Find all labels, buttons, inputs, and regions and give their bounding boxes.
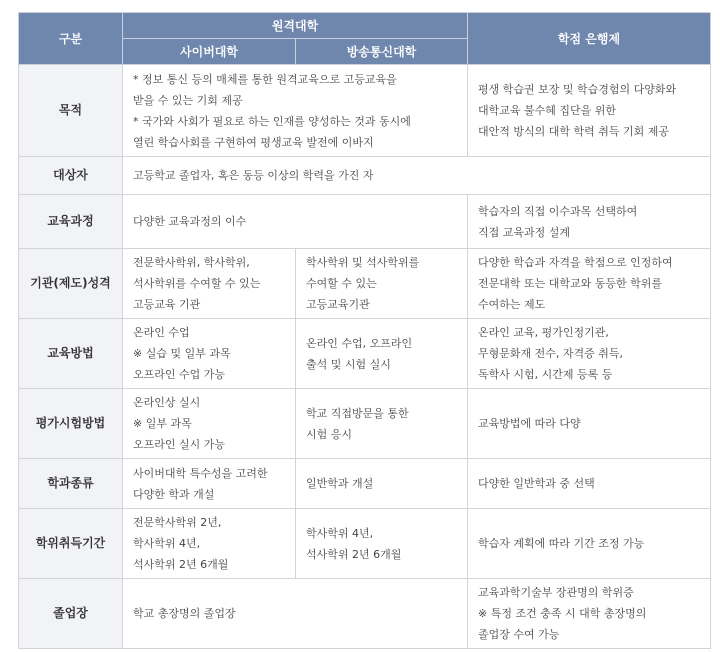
evaluation-credit-cell: 교육방법에 따라 다양 — [468, 389, 711, 459]
method-broadcast-cell — [296, 319, 468, 389]
method-cyber-line: ※ 실습 및 일부 과목 — [133, 347, 231, 360]
evaluation-cyber-line: 오프라인 실시 가능 — [133, 438, 226, 451]
institution-cyber-line: 고등교육 기관 — [133, 298, 201, 311]
header-remote-university: 원격대학 — [123, 13, 468, 39]
diploma-credit-line: 졸업장 수여 가능 — [478, 628, 560, 641]
curriculum-remote-cell: 다양한 교육과정의 이수 — [123, 195, 468, 249]
row-purpose — [19, 65, 711, 157]
target-cell: 고등학교 졸업자, 혹은 동등 이상의 학력을 가진 자 — [123, 157, 711, 195]
method-broadcast-line: 온라인 수업, 오프라인 — [306, 336, 413, 350]
diploma-credit-cell — [468, 579, 711, 649]
method-credit-line: 독학사 시험, 시간제 등록 등 — [478, 368, 613, 381]
row-label-degree-period: 학위취득기간 — [19, 509, 123, 579]
institution-broadcast-cell — [296, 249, 468, 319]
departments-cyber-line: 사이버대학 특수성을 고려한 — [133, 466, 268, 480]
method-credit-line: 온라인 교육, 평가인정기관, — [478, 326, 609, 339]
purpose-remote-cell — [123, 65, 468, 157]
header-category: 구분 — [19, 13, 123, 65]
row-method — [19, 319, 711, 389]
departments-cyber-cell — [123, 459, 296, 509]
diploma-remote-cell: 학교 총장명의 졸업장 — [123, 579, 468, 649]
header-row-1 — [19, 13, 711, 39]
evaluation-cyber-line: ※ 일부 과목 — [133, 417, 192, 430]
purpose-credit-line: 대학교육 불수혜 집단을 위한 — [478, 104, 617, 117]
purpose-remote-line: * 정보 통신 등의 매체를 통한 원격교육으로 고등교육을 — [133, 72, 397, 86]
departments-broadcast-cell: 일반학과 개설 — [296, 459, 468, 509]
institution-credit-cell — [468, 249, 711, 319]
curriculum-credit-cell — [468, 195, 711, 249]
degree-period-cyber-line: 석사학위 2년 6개월 — [133, 558, 229, 571]
row-label-target: 대상자 — [19, 157, 123, 195]
row-target — [19, 157, 711, 195]
diploma-credit-line: ※ 특정 조건 충족 시 대학 총장명의 — [478, 607, 647, 620]
institution-credit-line: 다양한 학습과 자격을 학점으로 인정하여 — [478, 256, 673, 269]
header-credit-bank: 학점 은행제 — [468, 13, 711, 65]
purpose-credit-line: 대안적 방식의 대학 학력 취득 기회 제공 — [478, 125, 669, 138]
degree-period-cyber-line: 전문학사학위 2년, — [133, 516, 222, 529]
departments-cyber-line: 다양한 학과 개설 — [133, 487, 215, 501]
departments-credit-cell: 다양한 일반학과 중 선택 — [468, 459, 711, 509]
degree-period-broadcast-line: 석사학위 2년 6개월 — [306, 547, 402, 561]
degree-period-cyber-cell — [123, 509, 296, 579]
institution-broadcast-line: 고등교육기관 — [306, 298, 370, 311]
row-evaluation — [19, 389, 711, 459]
row-label-departments: 학과종류 — [19, 459, 123, 509]
evaluation-cyber-cell — [123, 389, 296, 459]
purpose-credit-cell — [468, 65, 711, 157]
evaluation-broadcast-line: 학교 직접방문을 통한 — [306, 406, 409, 420]
row-label-purpose: 목적 — [19, 65, 123, 157]
degree-period-cyber-line: 학사학위 4년, — [133, 537, 201, 550]
row-label-method: 교육방법 — [19, 319, 123, 389]
evaluation-broadcast-cell — [296, 389, 468, 459]
evaluation-broadcast-line: 시험 응시 — [306, 427, 353, 441]
row-label-curriculum: 교육과정 — [19, 195, 123, 249]
institution-credit-line: 전문대학 또는 대학교와 동등한 학위를 — [478, 277, 663, 290]
method-cyber-line: 오프라인 수업 가능 — [133, 368, 226, 381]
degree-period-broadcast-cell — [296, 509, 468, 579]
institution-cyber-cell — [123, 249, 296, 319]
degree-period-credit-cell: 학습자 계획에 따라 기간 조정 가능 — [468, 509, 711, 579]
method-cyber-line: 온라인 수업 — [133, 326, 190, 339]
curriculum-credit-line: 직접 교육과정 설계 — [478, 225, 571, 239]
evaluation-cyber-line: 온라인상 실시 — [133, 396, 201, 409]
header-broadcast-university: 방송통신대학 — [296, 39, 468, 65]
institution-broadcast-line: 수여할 수 있는 — [306, 277, 377, 290]
institution-cyber-line: 석사학위를 수여할 수 있는 — [133, 277, 261, 290]
row-curriculum — [19, 195, 711, 249]
degree-period-broadcast-line: 학사학위 4년, — [306, 526, 374, 540]
purpose-remote-line: 받을 수 있는 기회 제공 — [133, 93, 243, 107]
comparison-table — [18, 12, 711, 649]
purpose-credit-line: 평생 학습권 보장 및 학습경험의 다양화와 — [478, 83, 677, 96]
institution-credit-line: 수여하는 제도 — [478, 298, 546, 311]
row-degree-period — [19, 509, 711, 579]
institution-cyber-line: 전문학사학위, 학사학위, — [133, 256, 250, 269]
method-broadcast-line: 출석 및 시험 실시 — [306, 357, 391, 371]
row-label-diploma: 졸업장 — [19, 579, 123, 649]
method-cyber-cell — [123, 319, 296, 389]
purpose-remote-line: * 국가와 사회가 필요로 하는 인재를 양성하는 것과 동시에 — [133, 114, 411, 128]
institution-broadcast-line: 학사학위 및 석사학위를 — [306, 256, 420, 269]
row-institution — [19, 249, 711, 319]
method-credit-line: 무형문화재 전수, 자격증 취득, — [478, 347, 623, 360]
row-label-evaluation: 평가시험방법 — [19, 389, 123, 459]
diploma-credit-line: 교육과학기술부 장관명의 학위증 — [478, 586, 634, 599]
header-cyber-university: 사이버대학 — [123, 39, 296, 65]
row-diploma — [19, 579, 711, 649]
curriculum-credit-line: 학습자의 직접 이수과목 선택하여 — [478, 204, 638, 218]
row-departments — [19, 459, 711, 509]
purpose-remote-line: 열린 학습사회를 구현하여 평생교육 발전에 이바지 — [133, 135, 374, 149]
method-credit-cell — [468, 319, 711, 389]
row-label-institution: 기관(제도)성격 — [19, 249, 123, 319]
